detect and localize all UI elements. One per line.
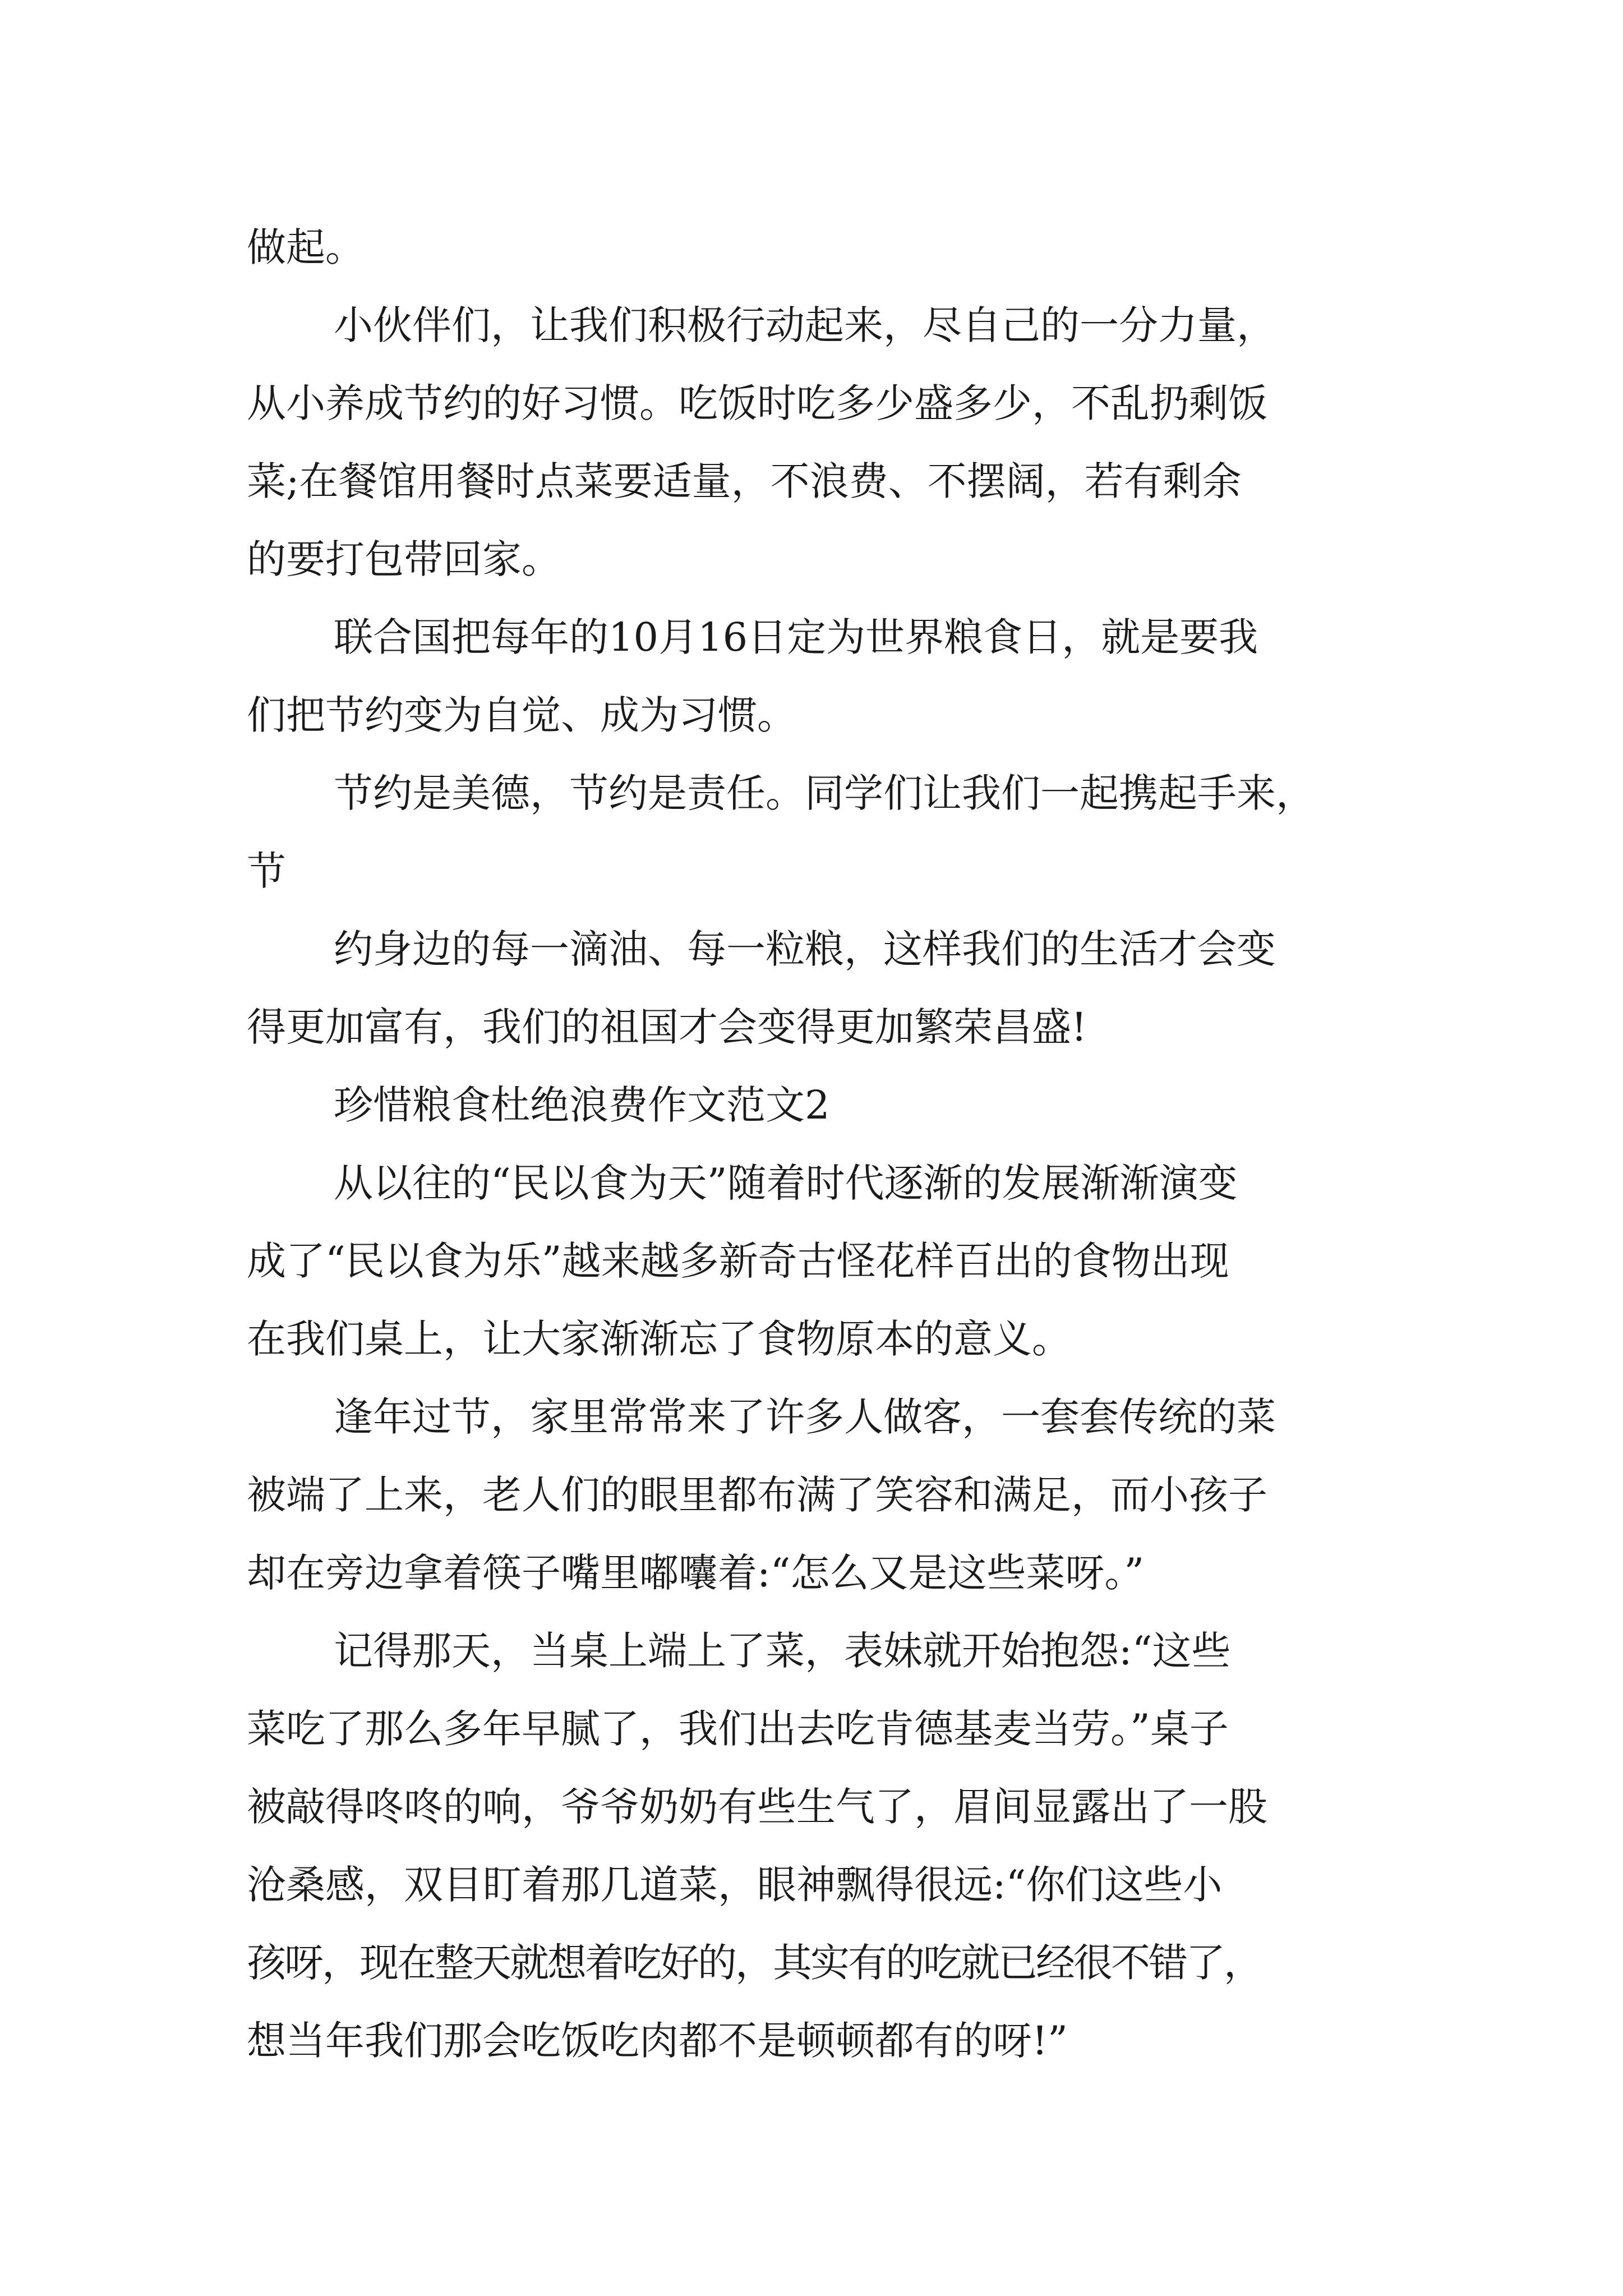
paragraph-first-line: 从以往的“民以食为天”随着时代逐渐的发展渐渐演变: [334, 1160, 1238, 1206]
text-line: 做起。: [247, 224, 365, 270]
paragraph-first-line: 记得那天，当桌上端上了菜，表妹就开始抱怨:“这些: [334, 1628, 1231, 1674]
paragraph-first-line: 小伙伴们，让我们积极行动起来，尽自己的一分力量，: [334, 302, 1276, 348]
text-line: 菜;在餐馆用餐时点菜要适量，不浪费、不摆阔，若有剩余: [247, 458, 1242, 504]
paragraph-first-line: 节约是美德，节约是责任。同学们让我们一起携起手来，: [334, 770, 1315, 816]
text-line: 被端了上来，老人们的眼里都布满了笑容和满足，而小孩子: [247, 1472, 1267, 1518]
text-line: 成了“民以食为乐”越来越多新奇古怪花样百出的食物出现: [247, 1238, 1229, 1284]
text-line: 沧桑感，双目盯着那几道菜，眼神飘得很远:“你们这些小: [247, 1862, 1223, 1908]
text-line: 菜吃了那么多年早腻了，我们出去吃肯德基麦当劳。”桌子: [247, 1706, 1229, 1752]
paragraph-first-line: 逢年过节，家里常常来了许多人做客，一套套传统的菜: [334, 1394, 1276, 1440]
text-line: 节: [247, 848, 286, 894]
text-line: 孩呀，现在整天就想着吃好的，其实有的吃就已经很不错了，: [247, 1940, 1261, 1986]
section-heading: 珍惜粮食杜绝浪费作文范文2: [334, 1082, 830, 1128]
document-body: [247, 209, 1391, 2080]
text-line: 被敲得咚咚的响，爷爷奶奶有些生气了，眉间显露出了一股: [247, 1784, 1267, 1830]
paragraph-first-line: 联合国把每年的10月16日定为世界粮食日，就是要我: [334, 614, 1258, 660]
text-line: 得更加富有，我们的祖国才会变得更加繁荣昌盛!: [247, 1004, 1087, 1050]
text-line: 从小养成节约的好习惯。吃饭时吃多少盛多少，不乱扔剩饭: [247, 380, 1267, 426]
text-line: 在我们桌上，让大家渐渐忘了食物原本的意义。: [247, 1316, 1071, 1362]
text-line: 的要打包带回家。: [247, 536, 561, 582]
text-line: 想当年我们那会吃饭吃肉都不是顿顿都有的呀!”: [247, 2018, 1068, 2064]
text-line: 却在旁边拿着筷子嘴里嘟囔着:“怎么又是这些菜呀。”: [247, 1550, 1145, 1596]
paragraph-first-line: 约身边的每一滴油、每一粒粮，这样我们的生活才会变: [334, 926, 1276, 972]
text-line: 们把节约变为自觉、成为习惯。: [247, 692, 796, 738]
